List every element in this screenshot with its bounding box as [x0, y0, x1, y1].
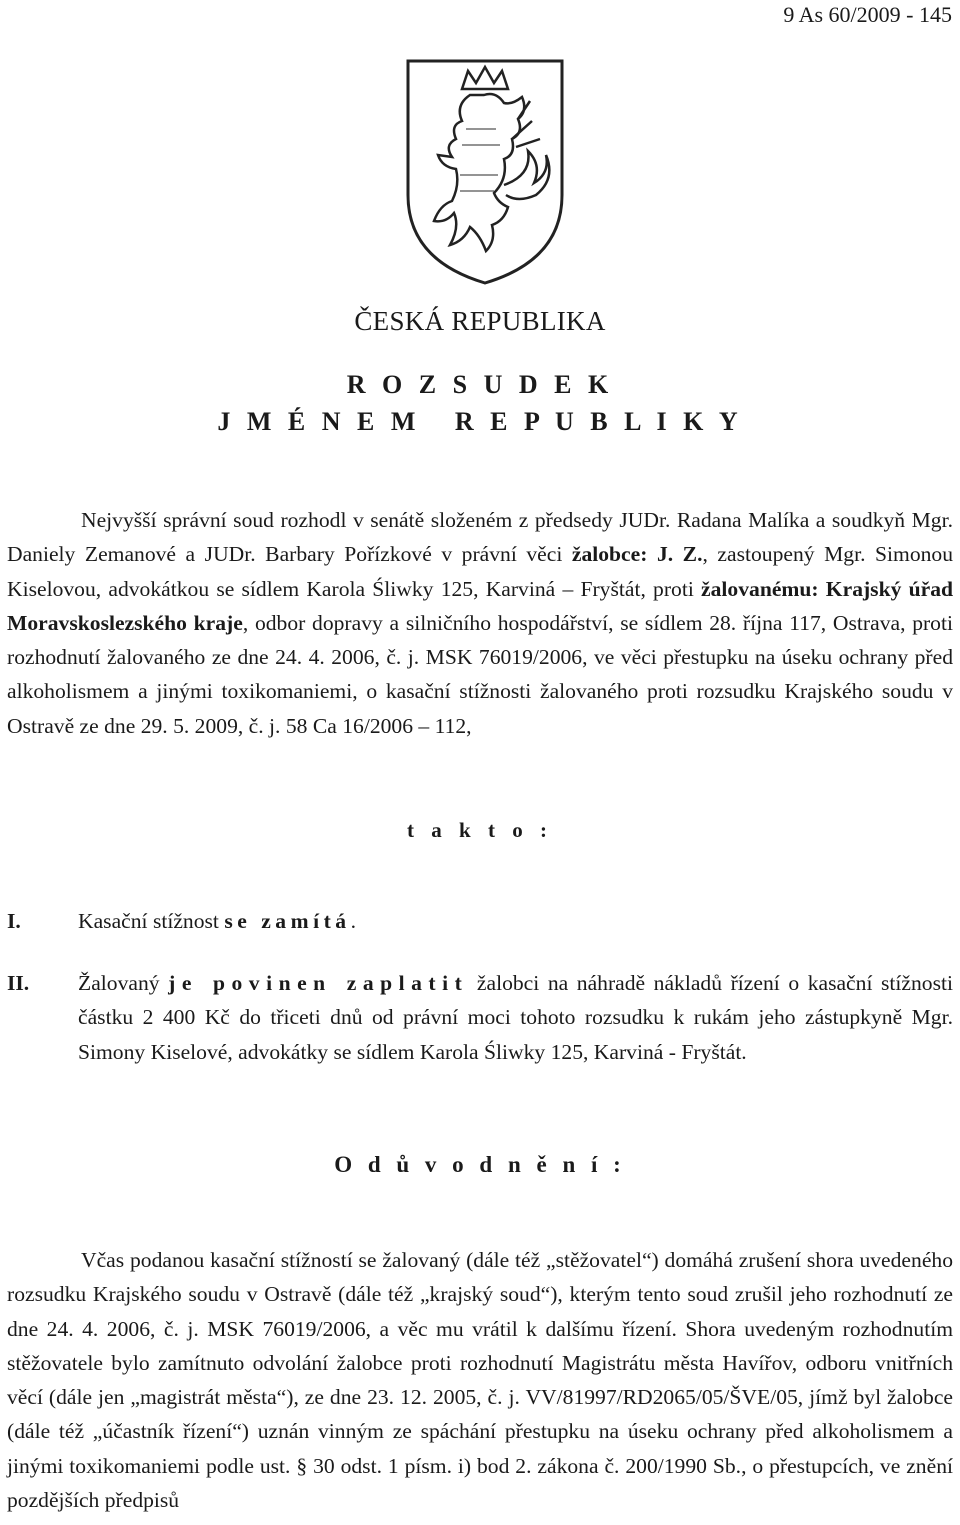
intro-paragraph: Nejvyšší správní soud rozhodl v senátě složeném z předsedy JUDr. Radana Malíka a soudkyň Mgr. Daniely Zemanové a JUDr. Barbary Pořízkové v právní věci žalobce: J. Z., zastoupený Mgr. Simonou Kiselovou, advokátkou se sídlem Karola Śliwky 125, Karviná – Fryštát, proti žalovanému: Krajský úřad Moravskoslezského kraje, odbor dopravy a silničního hospodářství, se sídlem 28. října 117, Ostrava, proti rozhodnutí žalovaného ze dne 24. 4. 2006, č. j. MSK 76019/2006, ve věci přestupku na úseku ochrany před alkoholismem a jinými toxikomaniemi, o kasační stížnosti žalovaného proti rozsudku Krajského soudu v Ostravě ze dne 29. 5. 2009, č. j. 58 Ca 16/2006 – 112,	[7, 508, 954, 738]
document-title: R O Z S U D E K	[346, 370, 614, 399]
takto-heading: t a k t o :	[407, 818, 553, 842]
verdict-item-1	[7, 904, 953, 938]
verdict-text: Kasační stížnost se zamítá.	[78, 909, 356, 933]
document-subtitle: J M É N E M R E P U B L I K Y	[217, 407, 743, 436]
verdict-text: Žalovaný je povinen zaplatit žalobci na náhradě nákladů řízení o kasační stížnosti částku 2 400 Kč do třiceti dnů od právní moci tohoto rozsudku k rukám jeho zástupkyně Mgr. Simony Kiselové, advokátky se sídlem Karola Śliwky 125, Karviná - Fryštát.	[78, 971, 953, 1064]
case-reference: 9 As 60/2009 - 145	[783, 2, 952, 27]
verdict-item-2	[7, 966, 953, 1069]
czech-lion-emblem-icon	[400, 55, 570, 287]
verdict-number: I.	[7, 909, 21, 933]
verdict-number: II.	[7, 971, 30, 995]
reasoning-paragraph: Včas podanou kasační stížností se žalovaný (dále též „stěžovatel“) domáhá zrušení shora uvedeného rozsudku Krajského soudu v Ostravě (dále též „krajský soud“), kterým tento soud zrušil jeho rozhodnutí ze dne 24. 4. 2006, č. j. MSK 76019/2006, a věc mu vrátil k dalšímu řízení. Shora uvedeným rozhodnutím stěžovatele bylo zamítnuto odvolání žalobce proti rozhodnutí Magistrátu města Havířov, odboru vnitřních věcí (dále jen „magistrát města“), ze dne 23. 12. 2005, č. j. VV/81997/RD2065/05/ŠVE/05, jímž byl žalobce (dále též „účastník řízení“) uznán vinným ze spáchání přestupku na úseku ochrany před alkoholismem a jinými toxikomaniemi podle ust. § 30 odst. 1 písm. i) bod 2. zákona č. 200/1990 Sb., o přestupcích, ve znění pozdějších předpisů	[7, 1248, 953, 1513]
reasoning-heading: O d ů v o d n ě n í :	[334, 1152, 626, 1177]
country-name: ČESKÁ REPUBLIKA	[354, 306, 606, 336]
